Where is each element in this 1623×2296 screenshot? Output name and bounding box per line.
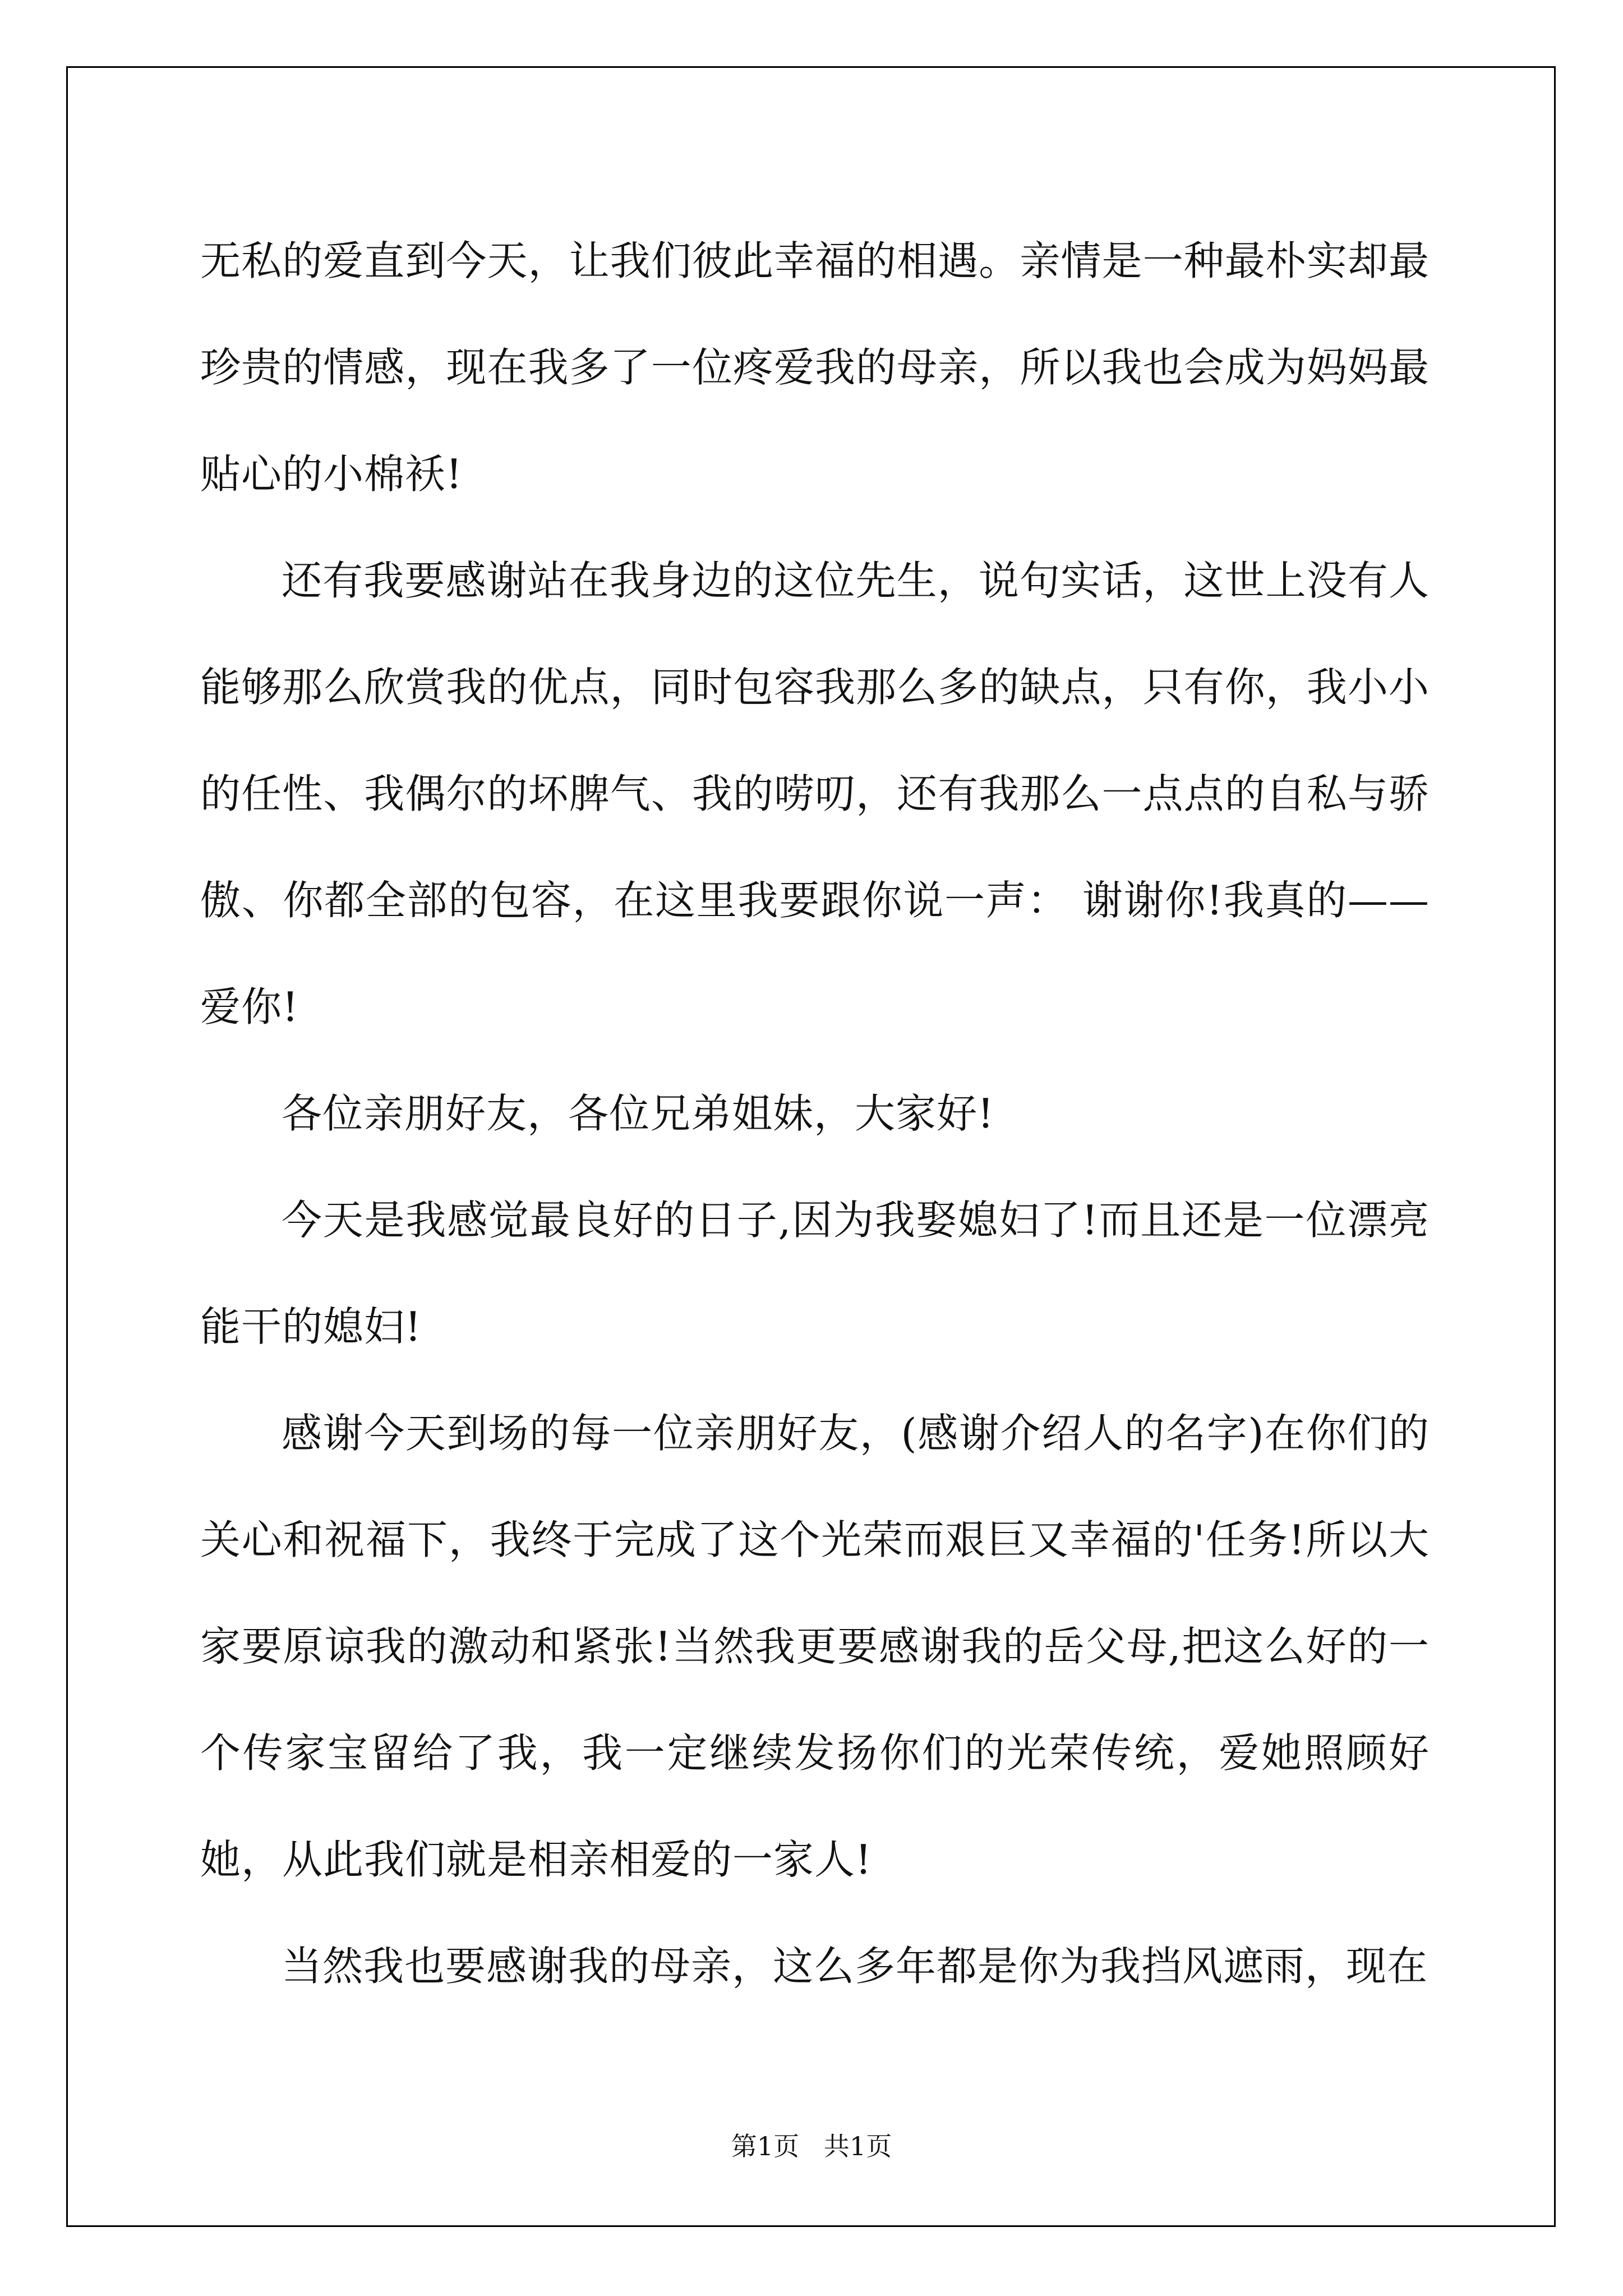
paragraph-2: 还有我要感谢站在我身边的这位先生，说句实话，这世上没有人能够那么欣赏我的优点，同时包容我那么多的缺点，只有你，我小小的任性、我偶尔的坏脾气、我的唠叨，还有我那么一点点的自私与骄傲、你都全部的包容，在这里我要跟你说一声： 谢谢你!我真的——爱你! [200, 557, 1430, 1030]
paragraph-3: 各位亲朋好友，各位兄弟姐妹，大家好! [282, 1090, 994, 1137]
paragraph-5: 感谢今天到场的每一位亲朋好友，(感谢介绍人的名字)在你们的关心和祝福下，我终于完成了这个光荣而艰巨又幸福的'任务!所以大家要原谅我的激动和紧张!当然我更要感谢我的岳父母,把这么好的一个传家宝留给了我，我一定继续发扬你们的光荣传统，爱她照顾好她，从此我们就是相亲相爱的一家人! [200, 1410, 1430, 1883]
paragraph-1: 无私的爱直到今天，让我们彼此幸福的相遇。亲情是一种最朴实却最珍贵的情感，现在我多了一位疼爱我的母亲，所以我也会成为妈妈最贴心的小棉袄! [200, 237, 1430, 498]
document-body [200, 208, 1430, 2019]
page-footer: 第1页 共1页 [731, 2131, 892, 2161]
paragraph-6: 当然我也要感谢我的母亲，这么多年都是你为我挡风遮雨，现在 [282, 1943, 1428, 1990]
paragraph-4: 今天是我感觉最良好的日子,因为我娶媳妇了!而且还是一位漂亮能干的媳妇! [200, 1197, 1430, 1350]
